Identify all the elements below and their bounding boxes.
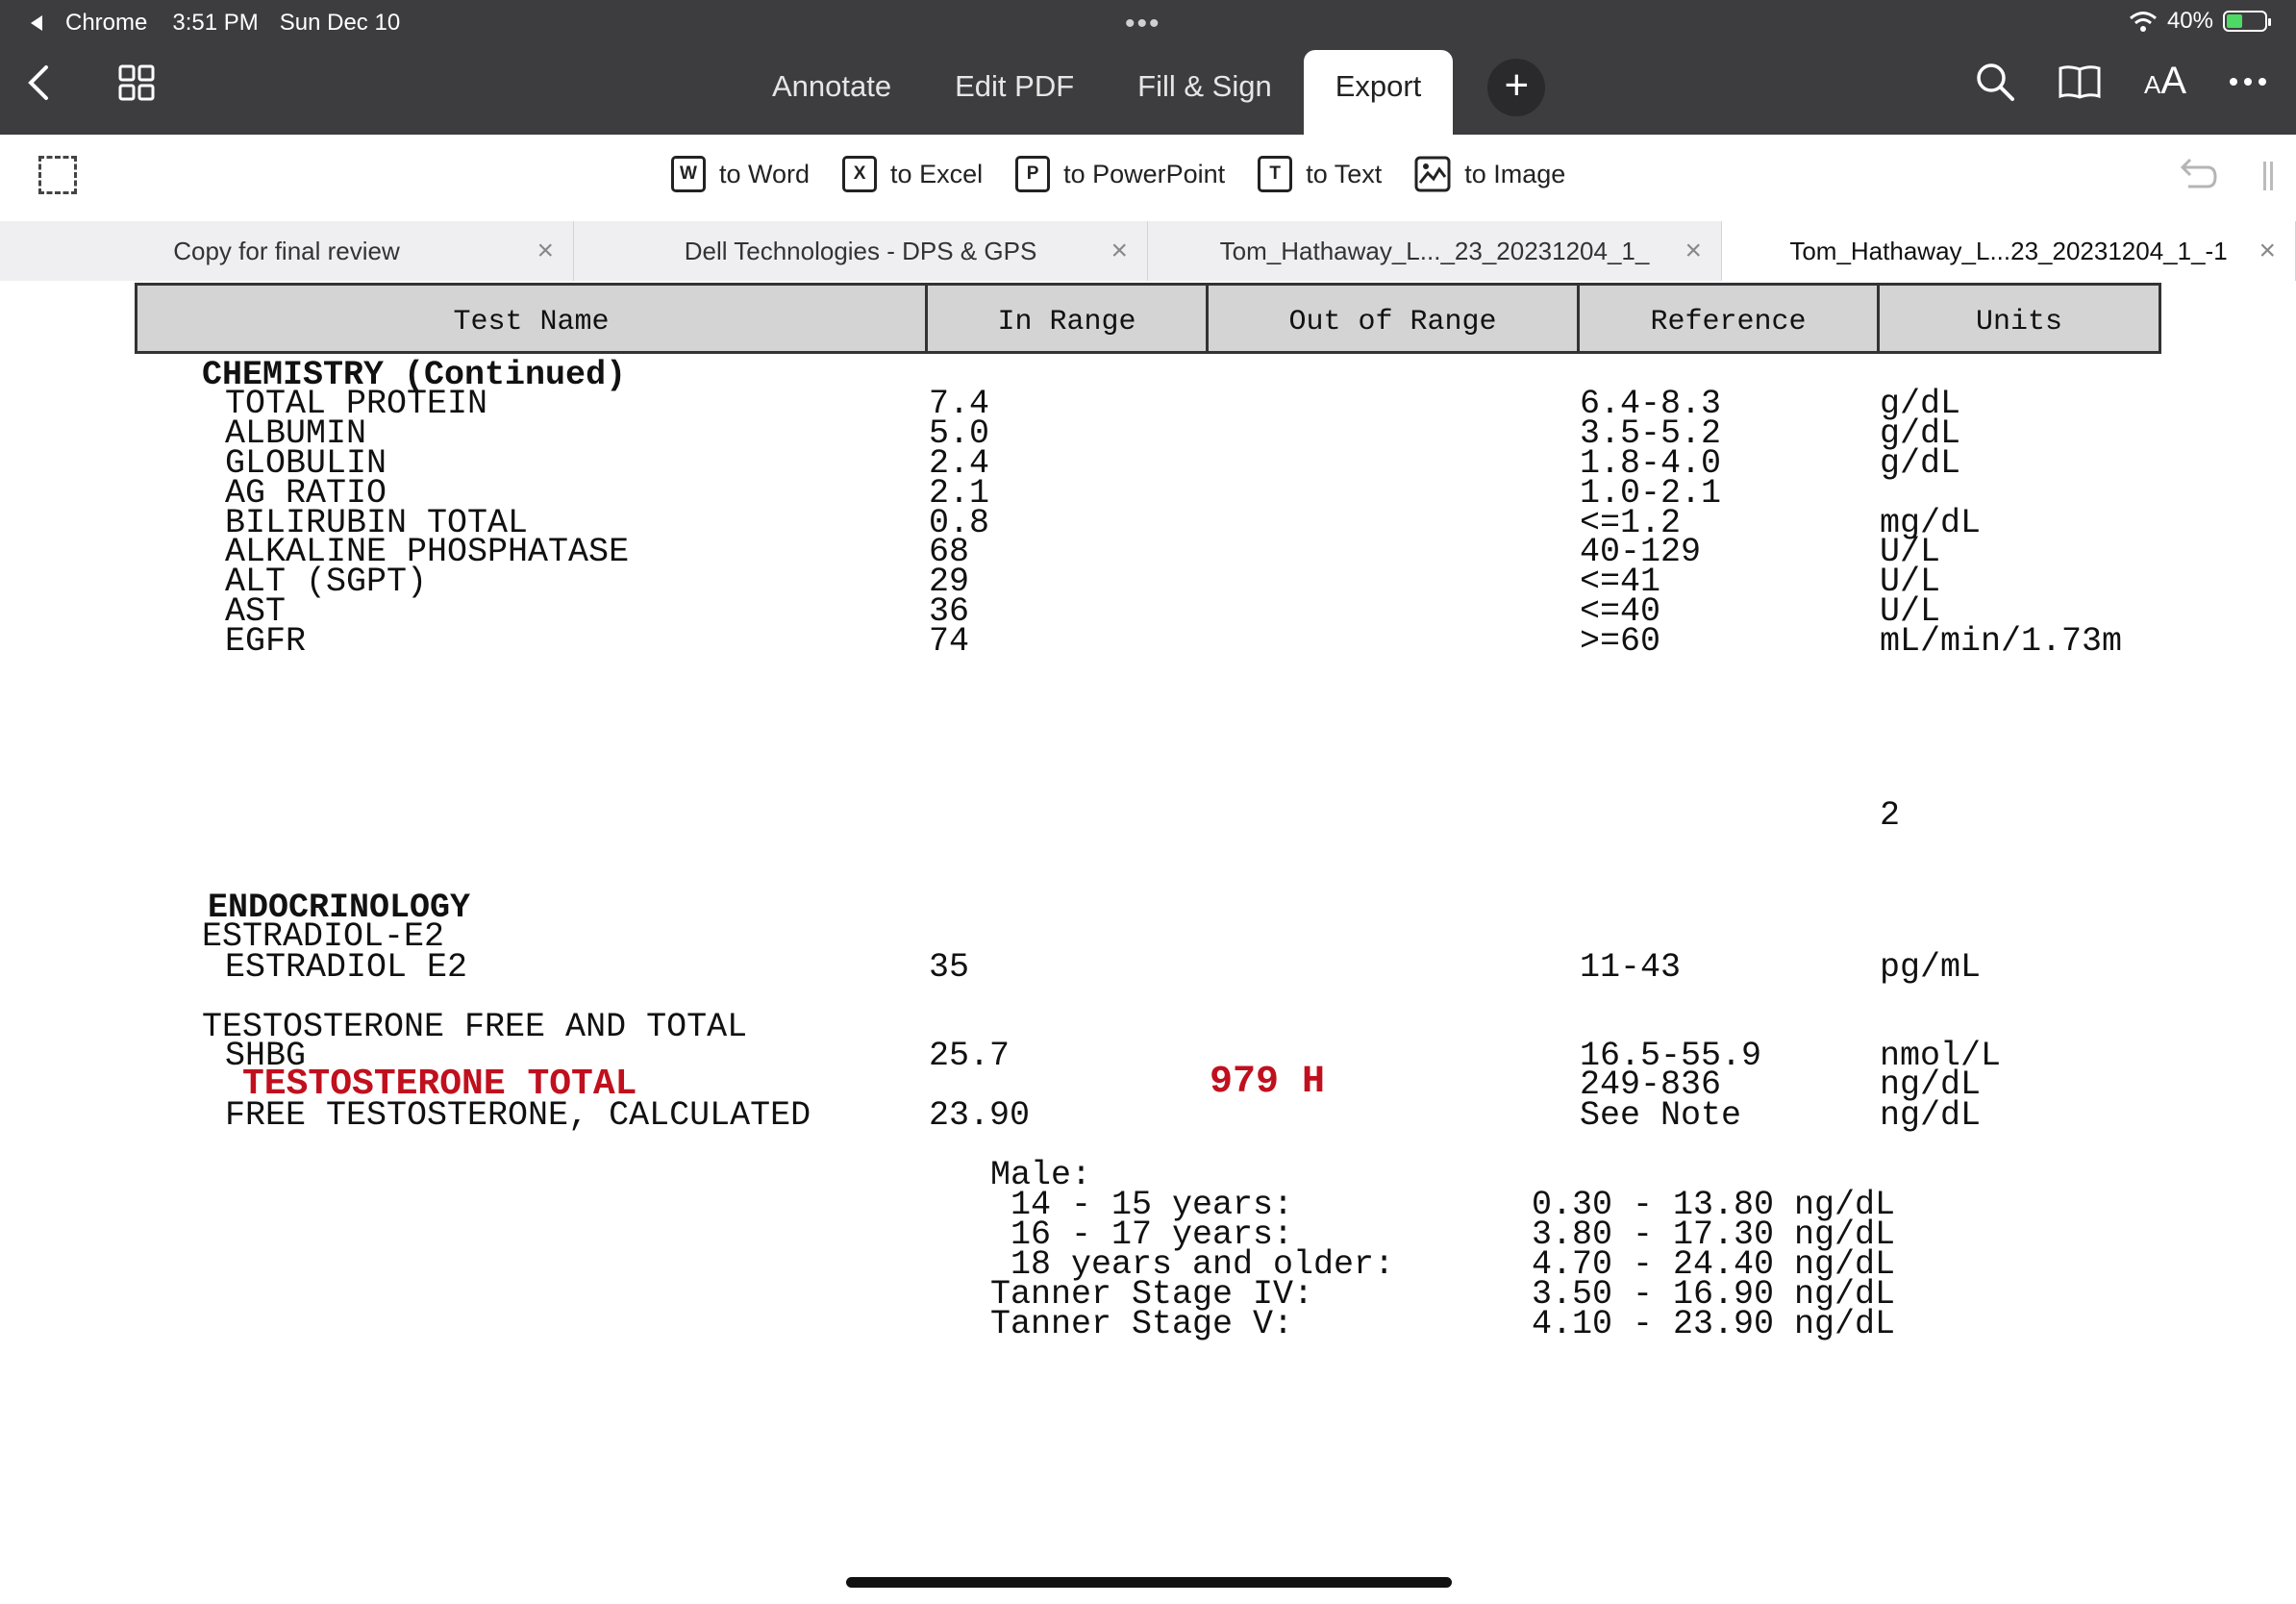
units: mg/dL (1880, 504, 1982, 542)
units: U/L (1880, 592, 1941, 631)
more-options-icon[interactable] (2229, 77, 2267, 87)
export-label: to Excel (890, 159, 984, 188)
export-to-word-button[interactable] (671, 156, 810, 192)
units: g/dL (1880, 385, 1961, 423)
subsection-testosterone: TESTOSTERONE FREE AND TOTAL (202, 1008, 748, 1046)
doc-tab-title: Copy for final review (173, 236, 400, 265)
in-range-value: 29 (929, 563, 970, 601)
image-icon (1414, 156, 1451, 192)
subsection-estradiol: ESTRADIOL-E2 (202, 917, 445, 956)
doc-tab-title: Tom_Hathaway_L...23_20231204_1_-1 (1789, 236, 2228, 265)
reference-range: 40-129 (1580, 533, 1702, 571)
test-name-flagged: TESTOSTERONE TOTAL (242, 1064, 637, 1105)
export-label: to Image (1464, 159, 1566, 188)
in-range-value: 35 (929, 948, 970, 987)
test-name: EGFR (225, 622, 307, 661)
note-age-label: 14 - 15 years: (990, 1186, 1294, 1224)
text-icon: T (1258, 156, 1292, 192)
units: U/L (1880, 563, 1941, 601)
selection-tool-icon[interactable] (38, 156, 77, 194)
close-icon[interactable]: × (1111, 235, 1128, 266)
reference-range: <=1.2 (1580, 504, 1682, 542)
export-label: to Word (719, 159, 811, 188)
export-options-bar (0, 135, 2296, 222)
units: mL/min/1.73m (1880, 622, 2123, 661)
doc-tab[interactable] (1148, 221, 1722, 281)
note-range: 0.30 - 13.80 ng/dL (1532, 1186, 1896, 1224)
wifi-icon (2129, 10, 2158, 33)
reference-range: See Note (1580, 1096, 1742, 1135)
test-name: TOTAL PROTEIN (225, 385, 488, 423)
in-range-value: 36 (929, 592, 970, 631)
test-name: BILIRUBIN TOTAL (225, 504, 529, 542)
reference-range: 1.0-2.1 (1580, 474, 1722, 513)
search-icon[interactable] (1975, 62, 2015, 102)
app-toolbar (0, 0, 2296, 135)
book-icon[interactable] (2058, 63, 2102, 100)
export-label: to Text (1306, 159, 1383, 188)
export-to-text-button[interactable] (1258, 156, 1382, 192)
reference-range: 11-43 (1580, 948, 1682, 987)
tab-edit-pdf[interactable]: Edit PDF (955, 69, 1075, 103)
test-name: SHBG (225, 1037, 307, 1075)
in-range-value: 7.4 (929, 385, 990, 423)
in-range-value: 23.90 (929, 1096, 1031, 1135)
doc-tab-title: Tom_Hathaway_L..._23_20231204_1_ (1219, 236, 1650, 265)
battery-icon (2223, 11, 2267, 32)
back-to-app-icon[interactable] (31, 15, 42, 31)
note-range: 3.50 - 16.90 ng/dL (1532, 1275, 1896, 1314)
units: g/dL (1880, 414, 1961, 453)
section-title-chemistry: CHEMISTRY (Continued) (202, 356, 627, 394)
in-range-value: 2.1 (929, 474, 990, 513)
doc-tab-title: Dell Technologies - DPS & GPS (684, 236, 1037, 265)
test-name: AST (225, 592, 287, 631)
col-in-range: In Range (928, 286, 1209, 351)
units: g/dL (1880, 444, 1961, 483)
in-range-value: 0.8 (929, 504, 990, 542)
lab-table-header (135, 283, 2161, 354)
export-to-excel-button[interactable] (842, 156, 983, 192)
tab-export[interactable]: Export (1304, 50, 1454, 135)
doc-tab[interactable] (574, 221, 1148, 281)
test-name: ESTRADIOL E2 (225, 948, 468, 987)
units: ng/dL (1880, 1065, 1982, 1104)
reference-range: 1.8-4.0 (1580, 444, 1722, 483)
battery-percent: 40% (2166, 8, 2213, 34)
document-tabs (0, 221, 2296, 281)
grid-view-icon[interactable] (117, 63, 156, 102)
status-time: 3:51 PM (172, 10, 259, 36)
back-app-label[interactable]: Chrome (65, 10, 148, 36)
close-icon[interactable]: × (537, 235, 554, 266)
word-icon: W (671, 156, 706, 192)
in-range-value: 74 (929, 622, 970, 661)
drag-handle-icon[interactable] (2263, 162, 2273, 190)
tab-annotate[interactable]: Annotate (772, 69, 892, 103)
test-name: GLOBULIN (225, 444, 387, 483)
col-out-of-range: Out of Range (1209, 286, 1580, 351)
col-test-name: Test Name (137, 286, 928, 351)
back-chevron-icon[interactable] (27, 63, 50, 102)
add-tool-button[interactable]: + (1487, 59, 1545, 116)
status-bar (0, 0, 2296, 44)
reference-range: <=40 (1580, 592, 1661, 631)
undo-icon[interactable] (2177, 156, 2219, 194)
note-range: 4.10 - 23.90 ng/dL (1532, 1305, 1896, 1343)
mode-tabs (740, 50, 1545, 135)
close-icon[interactable]: × (1685, 235, 1702, 266)
test-name: ALT (SGPT) (225, 563, 428, 601)
reference-range: >=60 (1580, 622, 1661, 661)
doc-tab-active[interactable] (1722, 221, 2296, 281)
note-heading: Male: (990, 1156, 1092, 1194)
powerpoint-icon: P (1015, 156, 1050, 192)
reference-range: 3.5-5.2 (1580, 414, 1722, 453)
export-to-image-button[interactable] (1414, 156, 1565, 192)
egfr-units-line2: 2 (1880, 796, 1901, 835)
in-range-value: 68 (929, 533, 970, 571)
in-range-value: 2.4 (929, 444, 990, 483)
units: nmol/L (1880, 1037, 2002, 1075)
col-reference: Reference (1580, 286, 1880, 351)
export-label: to PowerPoint (1063, 159, 1226, 188)
test-name: AG RATIO (225, 474, 387, 513)
status-date: Sun Dec 10 (279, 10, 401, 36)
excel-icon: X (842, 156, 877, 192)
test-name: ALBUMIN (225, 414, 367, 453)
multitask-dots-icon[interactable]: ••• (1125, 8, 1161, 39)
note-age-label: 18 years and older: (990, 1245, 1395, 1284)
note-age-label: 16 - 17 years: (990, 1216, 1294, 1254)
pdf-page (0, 281, 2296, 1604)
doc-tab[interactable] (0, 221, 574, 281)
note-age-label: Tanner Stage IV: (990, 1275, 1314, 1314)
units: U/L (1880, 533, 1941, 571)
export-to-powerpoint-button[interactable] (1015, 156, 1225, 192)
reference-range: 6.4-8.3 (1580, 385, 1722, 423)
close-icon[interactable]: × (2259, 235, 2276, 266)
text-size-icon[interactable]: AA (2143, 60, 2186, 102)
out-of-range-value: 979 H (1210, 1061, 1326, 1104)
test-name: ALKALINE PHOSPHATASE (225, 533, 630, 571)
in-range-value: 5.0 (929, 414, 990, 453)
section-title-endocrinology: ENDOCRINOLOGY (208, 889, 471, 927)
units: pg/mL (1880, 948, 1982, 987)
test-name: FREE TESTOSTERONE, CALCULATED (225, 1096, 811, 1135)
reference-range: <=41 (1580, 563, 1661, 601)
reference-range: 249-836 (1580, 1065, 1722, 1104)
col-units: Units (1975, 306, 2062, 338)
in-range-value: 25.7 (929, 1037, 1011, 1075)
home-indicator[interactable] (846, 1577, 1452, 1588)
note-age-label: Tanner Stage V: (990, 1305, 1294, 1343)
tab-fill-sign[interactable]: Fill & Sign (1137, 69, 1272, 103)
reference-range: 16.5-55.9 (1580, 1037, 1762, 1075)
note-range: 3.80 - 17.30 ng/dL (1532, 1216, 1896, 1254)
units: ng/dL (1880, 1096, 1982, 1135)
note-range: 4.70 - 24.40 ng/dL (1532, 1245, 1896, 1284)
